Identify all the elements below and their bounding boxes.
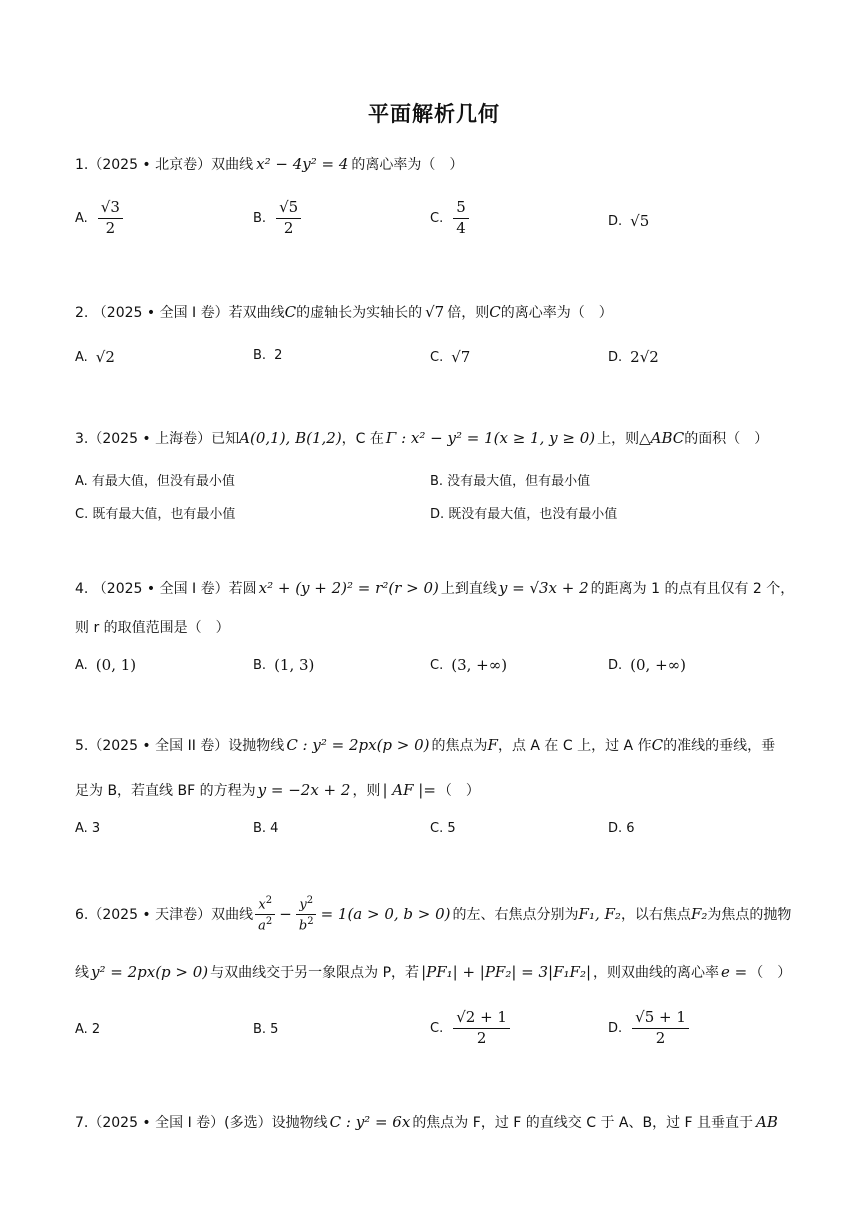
question-2-stem: 2. （2025 • 全国 I 卷）若双曲线 C 的虚轴长为实轴长的 √7 倍，则 C 的离心率为（ ） xyxy=(75,303,613,321)
q5-option-b[interactable]: B. 4 xyxy=(253,821,279,836)
q1-stem-end: 的离心率为（ ） xyxy=(351,157,464,173)
q3-option-b[interactable]: B. 没有最大值，但有最小值 xyxy=(430,474,591,489)
q4-line-eq: y = √3x + 2 xyxy=(498,579,589,597)
q5-option-c[interactable]: C. 5 xyxy=(430,821,456,836)
q3-curve: Γ : x² − y² = 1(x ≥ 1, y ≥ 0) xyxy=(385,429,596,447)
q5-line-bf: y = −2x + 2 xyxy=(257,781,351,799)
question-3-stem: 3.（2025 • 上海卷）已知 A(0,1), B(1,2) ，C 在 Γ : x² − y² = 1(x ≥ 1, y ≥ 0) 上，则 △ABC 的面积（ ） xyxy=(75,429,769,447)
q6-condition: |PF₁| + |PF₂| = 3|F₁F₂| xyxy=(421,963,592,981)
q5-option-a[interactable]: A. 3 xyxy=(75,821,101,836)
q4-option-c[interactable]: C. (3, +∞) xyxy=(430,656,508,674)
q5-parabola-eq: C : y² = 2px(p > 0) xyxy=(286,736,430,754)
q6-hyperbola-tail: = 1(a > 0, b > 0) xyxy=(320,905,451,924)
q3-triangle: △ABC xyxy=(639,429,685,447)
q1-option-a-fraction: $\frac{√3}{2}$ xyxy=(98,200,123,237)
q1-option-b-fraction: $\frac{√5}{2}$ xyxy=(276,200,301,237)
question-5-stem-line2: 足为 B，若直线 BF 的方程为 y = −2x + 2 ，则 | AF |= （ ） xyxy=(75,781,480,799)
q6-frac-y2-b2: $\frac{y^2}{b^2}$ xyxy=(296,896,317,933)
q6-option-c[interactable]: C. $\frac{√2 + 1}{2}$ xyxy=(430,1010,512,1047)
q1-option-d-value: √5 xyxy=(630,212,650,230)
page-title: 平面解析几何 xyxy=(368,102,500,126)
q1-option-c[interactable]: C. $\frac{5}{4}$ xyxy=(430,200,471,237)
q6-frac-x2-a2: $\frac{x^2}{a^2}$ xyxy=(255,896,275,933)
q1-option-b[interactable]: B. $\frac{√5}{2}$ xyxy=(253,200,303,237)
q2-option-b[interactable]: B. 2 xyxy=(253,348,283,363)
q2-curve-c: C xyxy=(284,303,297,321)
q3-option-a[interactable]: A. 有最大值，但没有最小值 xyxy=(75,474,235,489)
q3-points: A(0,1), B(1,2) xyxy=(239,429,342,447)
q2-option-d[interactable]: D. 2√2 xyxy=(608,348,659,366)
q7-parabola-eq: C : y² = 6x xyxy=(329,1113,411,1131)
question-6-stem: 6.（2025 • 天津卷）双曲线 $\frac{x^2}{a^2}$ − $\frac{y^2}{b^2}$ = 1(a > 0, b > 0) 的左、右焦点分别为 F₁, F₂ ，以右焦点 F₂ 为焦点的抛物 xyxy=(75,895,792,934)
q2-sqrt7: √7 xyxy=(425,303,445,321)
q2-option-c[interactable]: C. √7 xyxy=(430,348,471,366)
q6-parabola-eq: y² = 2px(p > 0) xyxy=(91,963,209,981)
q4-option-b[interactable]: B. (1, 3) xyxy=(253,656,315,674)
q2-option-a[interactable]: A. √2 xyxy=(75,348,115,366)
q3-option-d[interactable]: D. 既没有最大值，也没有最小值 xyxy=(430,507,618,522)
q3-option-c[interactable]: C. 既有最大值，也有最小值 xyxy=(75,507,236,522)
q5-af: | AF |= xyxy=(382,781,436,799)
q6-option-a[interactable]: A. 2 xyxy=(75,1022,101,1037)
q6-foci: F₁, F₂ xyxy=(578,905,621,924)
q1-equation: x² − 4y² = 4 xyxy=(256,155,349,173)
q4-option-a[interactable]: A. (0, 1) xyxy=(75,656,137,674)
q6-option-b[interactable]: B. 5 xyxy=(253,1022,279,1037)
question-1-stem xyxy=(75,154,795,174)
q1-option-d[interactable]: D. √5 xyxy=(608,212,650,230)
q1-option-c-fraction: $\frac{5}{4}$ xyxy=(453,200,469,237)
q4-option-d[interactable]: D. (0, +∞) xyxy=(608,656,687,674)
q4-circle-eq: x² + (y + 2)² = r²(r > 0) xyxy=(258,579,439,597)
q5-option-d[interactable]: D. 6 xyxy=(608,821,635,836)
question-5-stem: 5.（2025 • 全国 II 卷）设抛物线 C : y² = 2px(p > 0) 的焦点为 F ，点 A 在 C 上，过 A 作 C 的准线的垂线，垂 xyxy=(75,736,776,754)
q1-stem-start: 1.（2025 • 北京卷）双曲线 xyxy=(75,157,254,173)
question-4-stem-line2: 则 r 的取值范围是（ ） xyxy=(75,620,230,636)
q6-option-d[interactable]: D. $\frac{√5 + 1}{2}$ xyxy=(608,1010,691,1047)
question-4-stem: 4. （2025 • 全国 I 卷）若圆 x² + (y + 2)² = r²(r > 0) 上到直线 y = √3x + 2 的距离为 1 的点有且仅有 2 个， xyxy=(75,579,795,597)
q1-option-a[interactable]: A. $\frac{√3}{2}$ xyxy=(75,200,125,237)
question-7-stem: 7.（2025 • 全国 I 卷）(多选）设抛物线 C : y² = 6x 的焦点为 F，过 F 的直线交 C 于 A、B，过 F 且垂直于 AB xyxy=(75,1113,778,1131)
question-6-stem-line2: 线 y² = 2px(p > 0) 与双曲线交于另一象限点为 P，若 |PF₁| + |PF₂| = 3|F₁F₂| ，则双曲线的离心率 e = （ ） xyxy=(75,963,792,981)
